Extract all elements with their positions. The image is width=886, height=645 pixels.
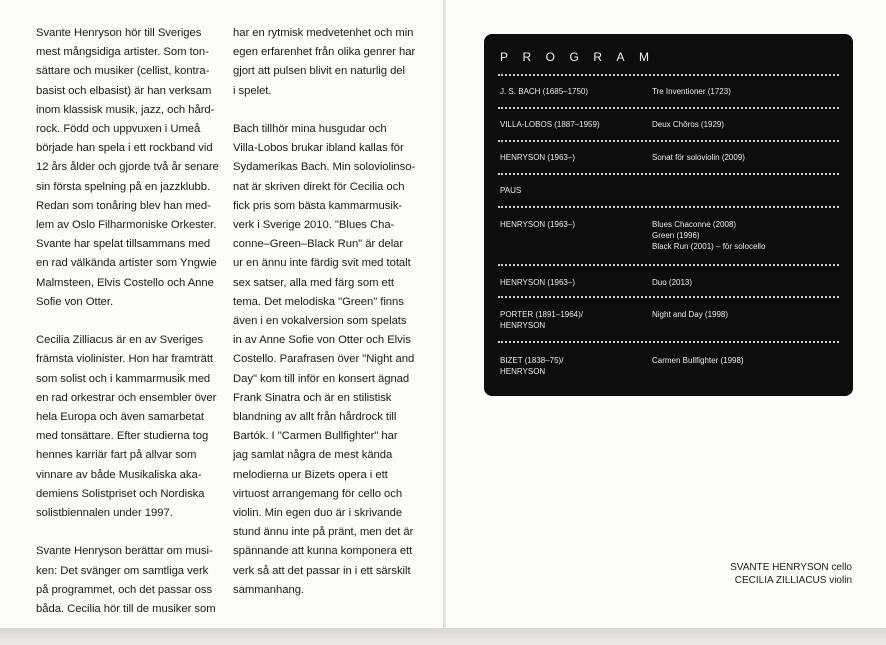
work: Blues Chaconne (2008) Green (1996) Black Run (2001) – för solocello	[652, 220, 766, 251]
paragraph-svante-bio: Svante Henryson hör till Sveriges mest mångsidiga artister. Som ton- sättare och musiker (cellist, kontra- basist och elbasist) är han verksam inom klassisk musik, jazz, och hård- rock. Född och uppvuxen i Umeå började han spela i ett rockband vid 12 års ålder och gjorde två år senare sin första spelning på en jazzklubb. Redan som tonåring blev han med- lem av Oslo Filharmoniske Orkester. Svante har spelat tillsammans med en rad välkända artister som Yngwie Malmsteen, Elvis Costello och Anne Sofie von Otter.	[36, 27, 219, 308]
dotted-separator	[498, 107, 839, 109]
dotted-separator	[498, 296, 839, 298]
dotted-separator	[498, 206, 839, 208]
work: Duo (2013)	[652, 278, 693, 287]
composer: HENRYSON (1963–)	[500, 153, 575, 162]
dotted-separator	[498, 140, 839, 142]
composer: VILLA-LOBOS (1887–1959)	[500, 120, 600, 129]
dotted-separator	[498, 173, 839, 175]
paragraph-cecilia-bio: Cecilia Zilliacus är en av Sveriges främsta violinister. Hon har framträtt som solist och i kammarmusik med en rad orkestrar och ensembler över hela Europa och även samarbetat med tonsättare. Efter studierna tog hennes karriär fart på allvar som vinnare av både Musikaliska aka- demiens Solistpriset och Nordiska solistbiennalen under 1997.	[36, 334, 217, 520]
composer: HENRYSON (1963–)	[500, 220, 575, 229]
biography-column-2	[233, 24, 423, 619]
dotted-separator	[498, 341, 839, 343]
work: Tre Inventioner (1723)	[652, 87, 731, 96]
biography-column-1	[36, 24, 231, 638]
program-title: PROGRAM	[500, 50, 664, 64]
work: Sonat för soloviolin (2009)	[652, 153, 745, 162]
performer-cello: SVANTE HENRYSON cello	[730, 562, 852, 573]
paragraph-about-music-start: Svante Henryson berättar om musi- ken: Det svänger om samtliga verk på programmet, och det passar oss båda. Cecilia hör till de musiker som	[36, 545, 216, 616]
composer: PORTER (1891–1964)/ HENRYSON	[500, 310, 584, 330]
composer: HENRYSON (1963–)	[500, 278, 575, 287]
work: Night and Day (1998)	[652, 310, 729, 319]
work: Deux Chôros (1929)	[652, 120, 725, 129]
composer: BIZET (1838–75)/ HENRYSON	[500, 356, 564, 376]
paragraph-about-music-cont: har en rytmisk medvetenhet och min egen erfarenhet från olika genrer har gjort att pulsen blivit en naturlig del i spelet.	[233, 27, 416, 97]
paragraph-about-works: Bach tillhör mina husgudar och Villa-Lobos brukar ibland kallas för Sydamerikas Bach. Min soloviolinso- nat är skriven direkt för Cecilia och fick pris som bästa kammarmusik- verk i Sverige 2010. "Blues Cha- conne–Green–Black Run" är delar ur en ännu inte färdig svit med totalt sex satser, alla med färg som ett tema. Det melodiska "Green" finns även i en vokalversion som spelats in av Anne Sofie von Otter och Elvis Costello. Parafrasen över "Night and Day" kom till inför en konsert ägnad Frank Sinatra och är en stilistisk blandning av allt från hårdrock till Bartók. I "Carmen Bullfighter" har jag samlat några de mest kända melodierna ur Bizets opera i ett virtuost arrangemang för cello och violin. Min egen duo är i skrivande stund ännu inte på pränt, men det är spännande att kunna komponera ett verk så att det passar in i ett särskilt sammanhang.	[233, 123, 416, 596]
performers-credits	[730, 561, 852, 587]
dotted-separator	[498, 264, 839, 266]
booklet-bottom-edge	[0, 628, 886, 645]
program-card	[484, 34, 853, 396]
performer-violin: CECILIA ZILLIACUS violin	[734, 575, 852, 586]
intermission-label: PAUS	[500, 186, 522, 195]
work: Carmen Bullfighter (1998)	[652, 356, 744, 365]
composer: J. S. BACH (1685–1750)	[500, 87, 589, 96]
left-page	[0, 0, 444, 628]
dotted-separator	[498, 74, 839, 76]
